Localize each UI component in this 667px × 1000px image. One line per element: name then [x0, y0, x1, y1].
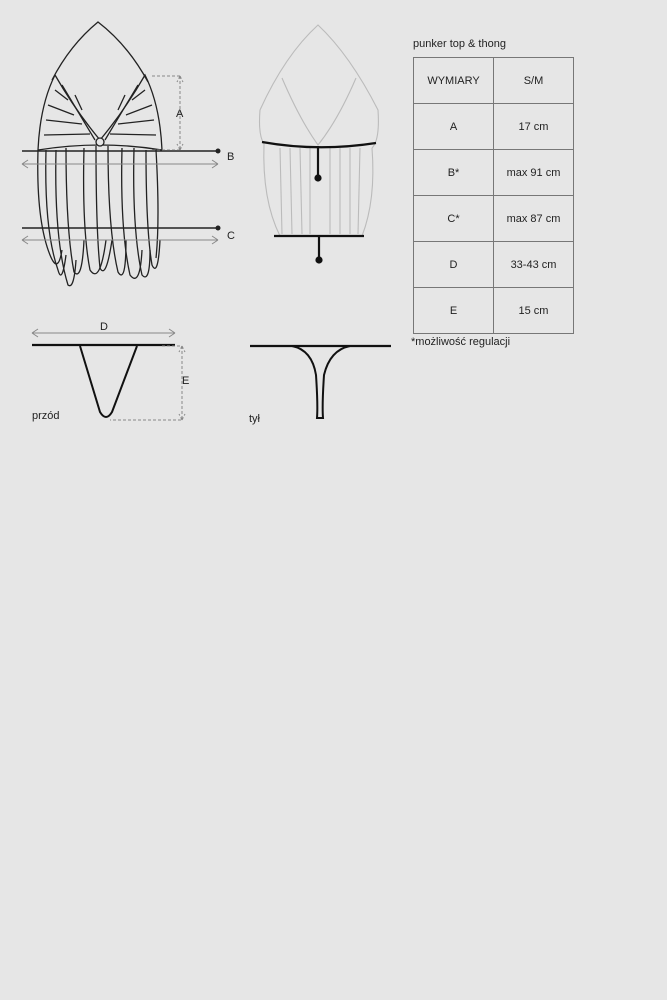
front-top-drawing [38, 22, 162, 286]
product-title: punker top & thong [413, 38, 506, 50]
header-size: S/M [494, 58, 574, 104]
label-a: A [176, 108, 184, 120]
back-top-drawing [260, 25, 379, 236]
label-c: C [227, 230, 235, 242]
label-d: D [100, 321, 108, 333]
row-label: B* [414, 150, 494, 196]
adjustability-note: *możliwość regulacji [411, 336, 511, 348]
header-dimensions: WYMIARY [414, 58, 494, 104]
table-header-row [414, 58, 574, 104]
caption-back: tył [249, 413, 260, 425]
row-label: D [414, 242, 494, 288]
back-thong-drawing [250, 346, 391, 418]
front-thong-drawing [32, 329, 185, 420]
table-row [414, 196, 574, 242]
table-row [414, 104, 574, 150]
row-value: 17 cm [494, 104, 574, 150]
label-b: B [227, 151, 235, 163]
row-value: 15 cm [494, 288, 574, 334]
table-row [414, 150, 574, 196]
row-label: A [414, 104, 494, 150]
table-row [414, 242, 574, 288]
caption-front: przód [32, 410, 60, 422]
label-e: E [182, 375, 190, 387]
row-value: max 87 cm [494, 196, 574, 242]
row-label: C* [414, 196, 494, 242]
row-value: 33-43 cm [494, 242, 574, 288]
row-label: E [414, 288, 494, 334]
table-row [414, 288, 574, 334]
size-table [413, 57, 574, 334]
row-value: max 91 cm [494, 150, 574, 196]
